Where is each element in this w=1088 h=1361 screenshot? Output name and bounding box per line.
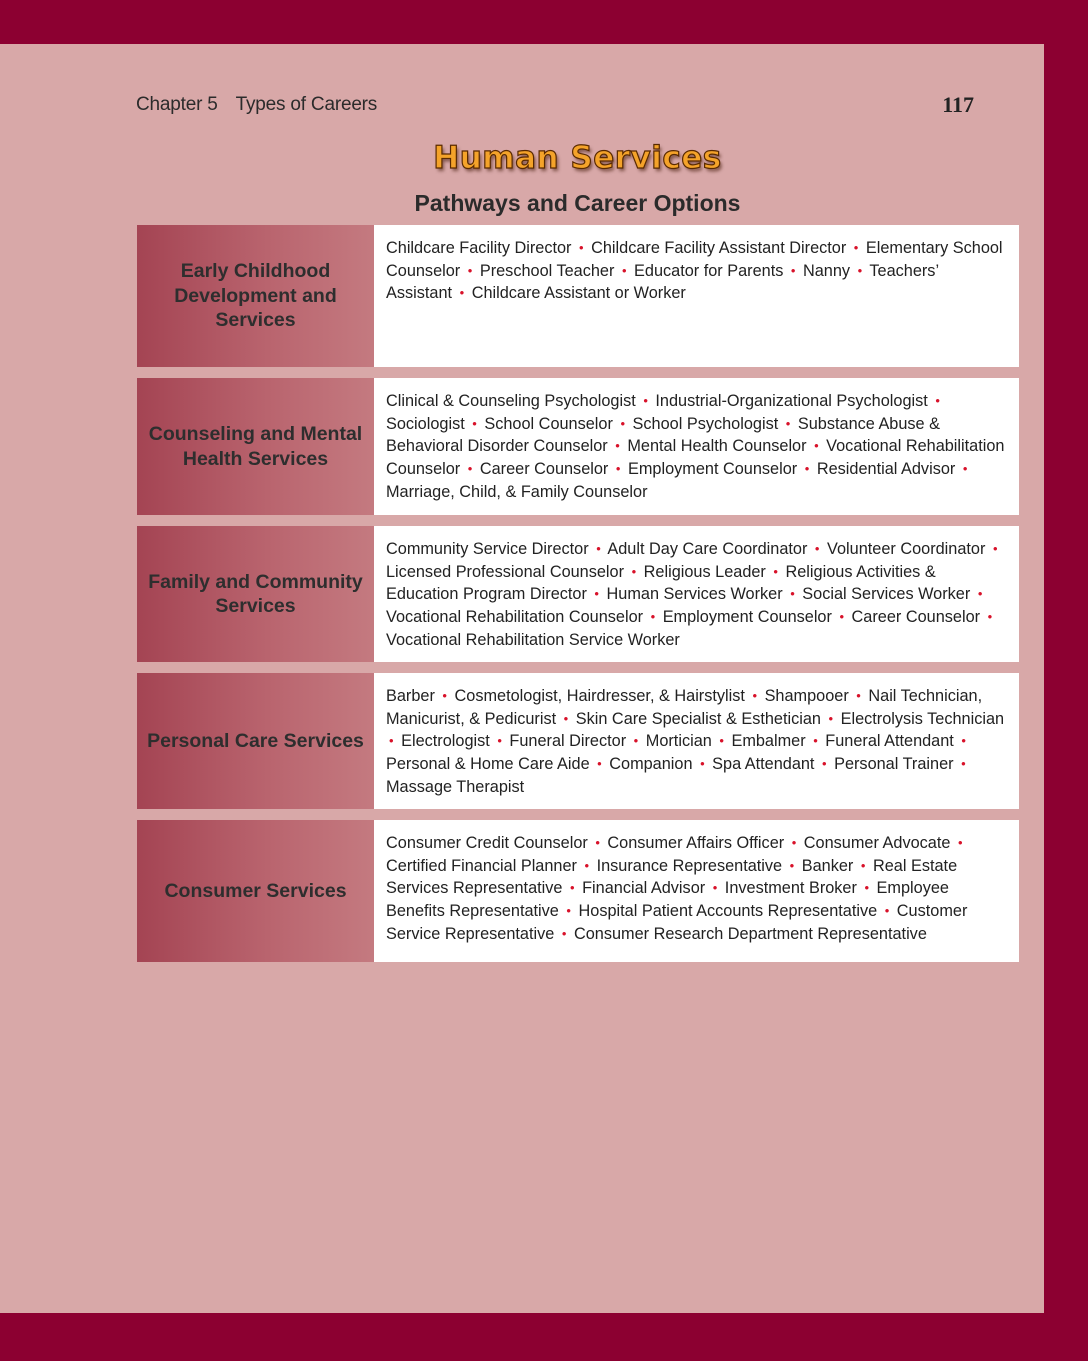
bullet-separator: •	[814, 438, 819, 454]
pathways-table	[137, 225, 1019, 973]
bullet-separator: •	[621, 262, 627, 278]
bullet-separator: •	[853, 240, 859, 255]
bullet-separator: •	[813, 733, 818, 749]
running-head	[136, 94, 377, 116]
bullet-separator: •	[467, 461, 473, 477]
bullet-separator: •	[977, 586, 983, 602]
career-item: Preschool Teacher	[479, 261, 615, 280]
bullet-separator: •	[615, 461, 621, 477]
bullet-separator: •	[785, 415, 791, 431]
career-item: Substance Abuse & Behavioral Disorder Counselor	[386, 414, 940, 456]
bullet-separator: •	[884, 903, 890, 919]
chapter-title: Types of Careers	[235, 94, 378, 115]
career-item: Human Services Worker	[606, 585, 783, 604]
pathway-label: Early Childhood Development and Services	[137, 225, 374, 367]
bullet-separator: •	[828, 710, 834, 726]
bullet-separator: •	[789, 857, 795, 873]
career-item: Childcare Facility Assistant Director	[591, 239, 847, 257]
career-item: Consumer Research Department Representative	[573, 924, 927, 943]
career-item: Sociologist	[386, 414, 465, 433]
bullet-separator: •	[631, 563, 637, 579]
bullet-separator: •	[596, 541, 601, 556]
bullet-separator: •	[615, 438, 620, 454]
bullet-separator: •	[712, 880, 718, 896]
bullet-separator: •	[839, 609, 845, 625]
pathway-row	[137, 378, 1019, 515]
bullet-separator: •	[620, 415, 625, 431]
bullet-separator: •	[935, 393, 940, 408]
bullet-separator: •	[597, 756, 602, 772]
career-item: Adult Day Care Coordinator	[607, 540, 808, 558]
bullet-separator: •	[791, 835, 797, 850]
career-item: Nanny	[802, 261, 851, 280]
bullet-separator: •	[961, 733, 966, 749]
bullet-separator: •	[459, 285, 465, 301]
career-item: Customer Service Representative	[386, 902, 968, 943]
bullet-separator: •	[389, 733, 394, 749]
pathway-row	[137, 673, 1019, 809]
career-item: Hospital Patient Accounts Representative	[578, 902, 878, 921]
bullet-separator: •	[992, 541, 998, 556]
career-item: Consumer Credit Counselor	[386, 834, 588, 852]
bullet-separator: •	[643, 393, 648, 408]
bullet-separator: •	[719, 733, 724, 749]
career-item: Vocational Rehabilitation Service Worker	[386, 630, 680, 649]
bullet-separator: •	[633, 733, 639, 749]
career-item: Educator for Parents	[634, 261, 784, 280]
bullet-separator: •	[584, 857, 590, 873]
career-item: Consumer Advocate	[803, 834, 951, 852]
bullet-separator: •	[650, 609, 656, 625]
career-item: Real Estate Services Representative	[386, 856, 958, 898]
career-list	[374, 820, 1019, 962]
bullet-separator: •	[566, 903, 571, 919]
pathway-label: Family and Community Services	[137, 526, 374, 662]
career-item: Social Services Worker	[802, 585, 971, 604]
career-list	[374, 526, 1019, 662]
career-item: School Counselor	[484, 414, 613, 433]
career-item: Mortician	[645, 732, 712, 751]
bullet-separator: •	[595, 835, 600, 850]
page-subtitle: Pathways and Career Options	[414, 190, 741, 216]
career-item: Community Service Director	[386, 540, 589, 558]
career-item: Massage Therapist	[386, 777, 525, 796]
bullet-separator: •	[442, 688, 447, 703]
career-item: Personal Trainer	[834, 755, 954, 774]
bullet-separator: •	[752, 688, 758, 703]
career-item: Mental Health Counselor	[627, 437, 807, 456]
pathway-row	[137, 225, 1019, 367]
career-item: Spa Attendant	[712, 755, 815, 774]
career-item: Licensed Professional Counselor	[386, 562, 625, 581]
career-item: Career Counselor	[851, 608, 981, 627]
career-item: Cosmetologist, Hairdresser, & Hairstylist	[454, 687, 745, 705]
career-item: Childcare Facility Director	[386, 239, 572, 257]
career-item: Residential Advisor	[816, 460, 956, 479]
career-item: Consumer Affairs Officer	[607, 834, 785, 852]
career-item: Volunteer Coordinator	[827, 540, 986, 558]
career-item: Funeral Director	[509, 732, 627, 751]
bullet-separator: •	[773, 563, 778, 579]
bullet-separator: •	[570, 880, 575, 896]
career-item: Insurance Representative	[596, 856, 783, 875]
career-item: Shampooer	[764, 687, 849, 705]
bullet-separator: •	[467, 262, 473, 278]
career-item: Marriage, Child, & Family Counselor	[386, 482, 648, 501]
bullet-separator: •	[814, 541, 820, 556]
bullet-separator: •	[860, 857, 866, 873]
pathway-row	[137, 820, 1019, 962]
bullet-separator: •	[804, 461, 810, 477]
career-item: Industrial-Organizational Psychologist	[655, 392, 928, 410]
career-item: Investment Broker	[724, 879, 857, 898]
career-item: Elementary School Counselor	[386, 239, 1003, 280]
page	[0, 44, 1044, 1313]
career-item: Childcare Assistant or Worker	[471, 284, 686, 303]
bullet-separator: •	[790, 262, 796, 278]
chapter-number: Chapter 5	[136, 94, 218, 115]
career-item: Companion	[609, 755, 693, 774]
page-number: 117	[942, 92, 974, 117]
bullet-separator: •	[987, 609, 993, 625]
career-list	[374, 225, 1019, 367]
bullet-separator: •	[822, 756, 827, 772]
career-item: Clinical & Counseling Psychologist	[386, 392, 636, 410]
career-item: Electrologist	[401, 732, 490, 751]
bullet-separator: •	[857, 262, 863, 278]
career-item: Personal & Home Care Aide	[386, 755, 590, 774]
career-item: Financial Advisor	[582, 879, 706, 898]
career-item: School Psychologist	[632, 414, 779, 433]
pathway-label: Counseling and Mental Health Services	[137, 378, 374, 515]
career-item: Funeral Attendant	[825, 732, 954, 751]
career-item: Barber	[386, 687, 435, 705]
career-item: Banker	[801, 856, 854, 875]
career-list	[374, 673, 1019, 809]
bullet-separator: •	[594, 586, 599, 602]
career-item: Vocational Rehabilitation Counselor	[386, 608, 644, 627]
career-item: Teachers’ Assistant	[386, 261, 939, 303]
career-item: Religious Activities & Education Program Director	[386, 562, 936, 604]
career-item: Employment Counselor	[627, 460, 798, 479]
career-item: Career Counselor	[479, 460, 609, 479]
bullet-separator: •	[563, 710, 569, 726]
bullet-separator: •	[790, 586, 795, 602]
bullet-separator: •	[700, 756, 705, 772]
page-title: Human Services	[433, 140, 722, 176]
bullet-separator: •	[856, 688, 861, 703]
bullet-separator: •	[962, 461, 968, 477]
career-item: Certified Financial Planner	[386, 856, 577, 875]
bullet-separator: •	[961, 756, 966, 772]
career-list	[374, 378, 1019, 515]
career-item: Religious Leader	[643, 562, 766, 581]
bullet-separator: •	[579, 240, 584, 255]
pathway-row	[137, 526, 1019, 662]
career-item: Vocational Rehabilitation Counselor	[386, 437, 1005, 479]
pathway-label: Personal Care Services	[137, 673, 374, 809]
career-item: Skin Care Specialist & Esthetician	[575, 709, 821, 728]
career-item: Employment Counselor	[662, 608, 832, 627]
career-item: Electrolysis Technician	[840, 709, 1005, 728]
pathway-label: Consumer Services	[137, 820, 374, 962]
bullet-separator: •	[472, 415, 477, 431]
career-item: Embalmer	[731, 732, 806, 751]
bullet-separator: •	[561, 925, 567, 941]
career-item: Nail Technician, Manicurist, & Pedicurist	[386, 687, 983, 728]
career-item: Employee Benefits Representative	[386, 879, 949, 921]
bullet-separator: •	[957, 835, 963, 850]
bullet-separator: •	[864, 880, 870, 896]
bullet-separator: •	[497, 733, 502, 749]
